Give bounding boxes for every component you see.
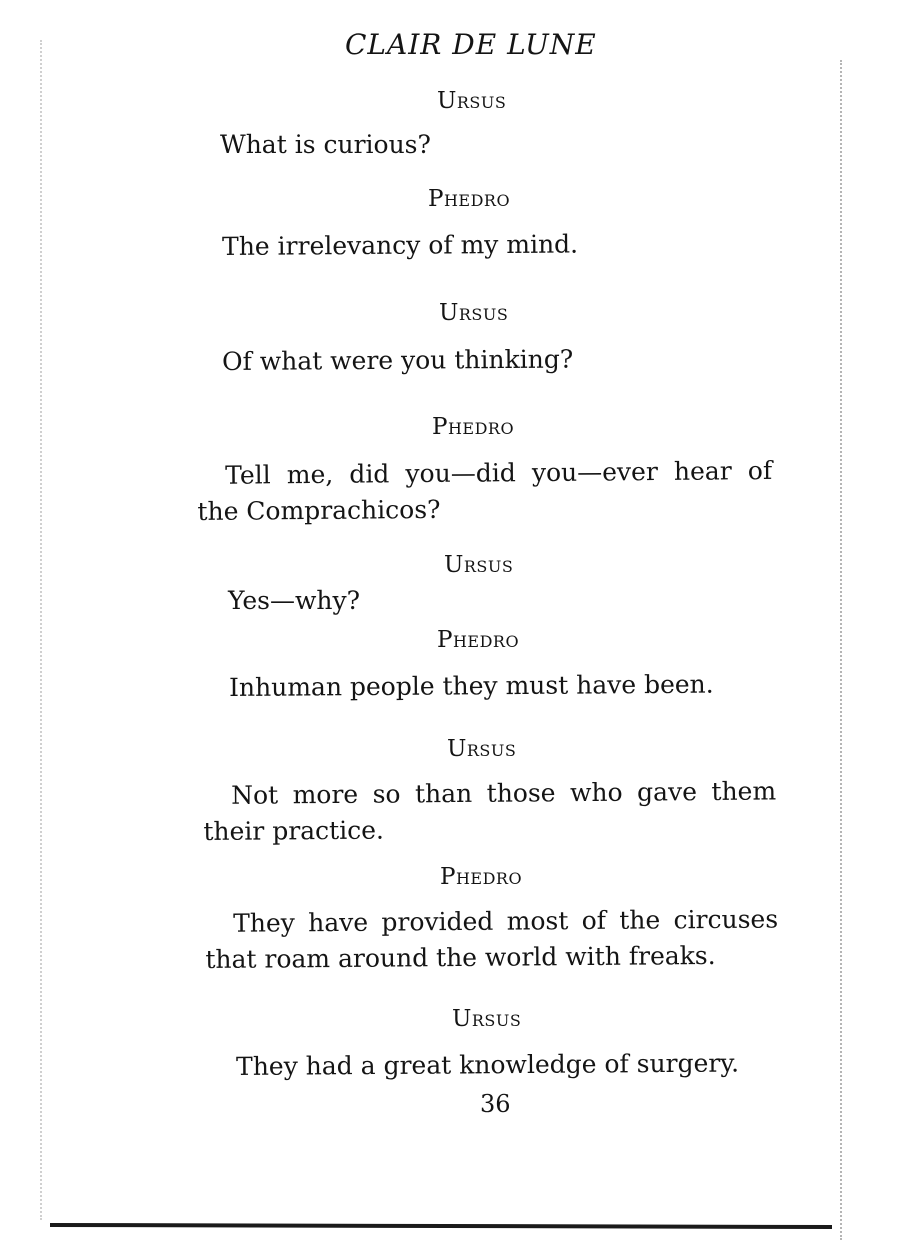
speaker-name: Phedro: [440, 864, 523, 890]
dialogue-line: Not more so than those who gave them: [231, 776, 777, 810]
bottom-rule: [50, 1223, 832, 1229]
dialogue-line: Yes—why?: [228, 586, 360, 615]
speaker-name: Phedro: [432, 414, 515, 440]
dialogue-line: that roam around the world with freaks.: [205, 940, 716, 974]
speaker-name: Ursus: [447, 736, 517, 762]
dialogue-line: The irrelevancy of my mind.: [222, 229, 579, 261]
speaker-name: Phedro: [428, 186, 511, 212]
speaker-name: Ursus: [452, 1006, 522, 1032]
speaker-name: Ursus: [444, 552, 514, 578]
dialogue-line: Of what were you thinking?: [222, 344, 574, 376]
dialogue-paragraph: [203, 773, 777, 849]
dialogue-line: They have provided most of the circuses: [233, 904, 779, 938]
speaker-name: Phedro: [437, 627, 520, 653]
speaker-name: Ursus: [437, 88, 507, 114]
dialogue-paragraph: [205, 901, 779, 977]
dialogue-line: What is curious?: [220, 130, 431, 159]
scan-edge-left: [40, 40, 42, 1220]
dialogue-line: the Comprachicos?: [197, 494, 441, 526]
dialogue-paragraph: [197, 453, 773, 530]
dialogue-line: Tell me, did you—did you—ever hear of: [225, 455, 773, 490]
scan-edge-right: [840, 60, 842, 1240]
dialogue-line: Inhuman people they must have been.: [229, 669, 714, 702]
dialogue-line: their practice.: [203, 815, 385, 846]
dialogue-line: They had a great knowledge of surgery.: [236, 1048, 740, 1081]
page-number: 36: [480, 1090, 511, 1118]
running-head: CLAIR DE LUNE: [345, 28, 597, 61]
speaker-name: Ursus: [439, 300, 509, 326]
